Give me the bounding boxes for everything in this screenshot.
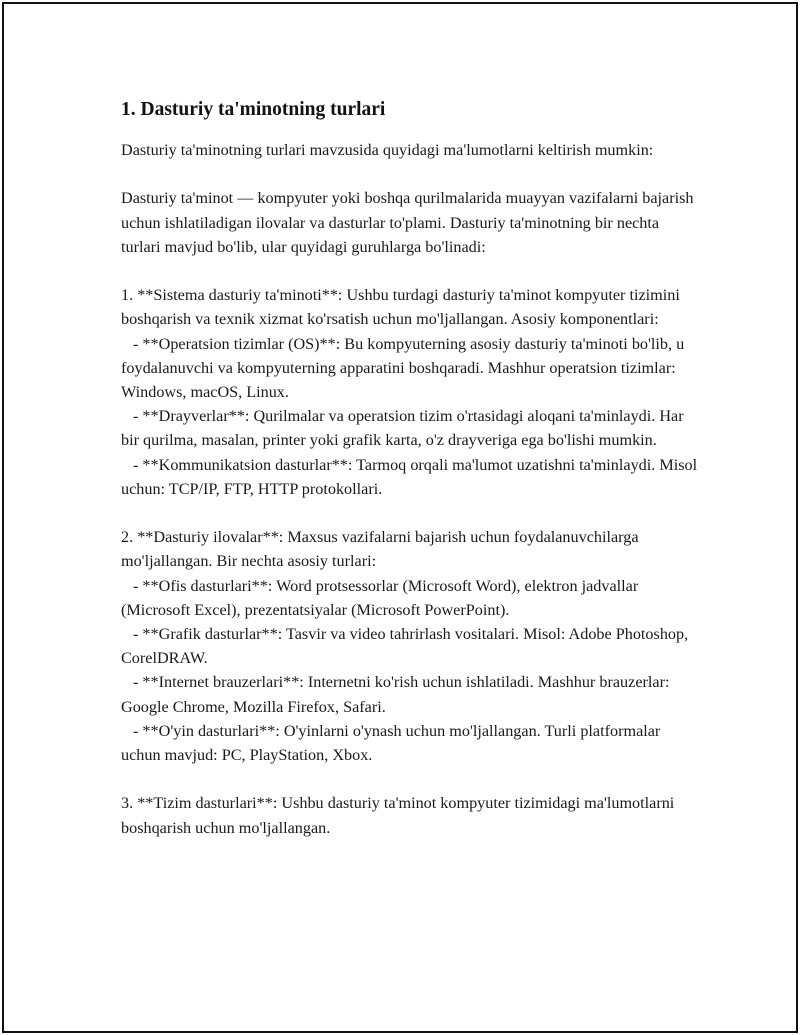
paragraph-spacer [121,259,701,283]
section-3-title: 3. **Tizim dasturlari**: Ushbu dasturiy ta'minot kompyuter tizimidagi ma'lumotlarni boshqarish uchun mo'ljallangan. [121,794,675,837]
section-2-item-games: - **O'yin dasturlari**: O'yinlarni o'ynash uchun mo'ljallangan. Turli platformalar uchun mavjud: PC, PlayStation, Xbox. [121,721,661,765]
section-2-item-graphics: - **Grafik dasturlar**: Tasvir va video tahrirlash vositalari. Misol: Adobe Photoshop, CorelDRAW. [121,625,689,668]
definition-paragraph: Dasturiy ta'minot — kompyuter yoki boshqa qurilmalarida muayyan vazifalarni bajarish uchun ishlatiladigan ilovalar va dasturlar to'plami. Dasturiy ta'minotning bir nechta turlari mavjud bo'lib, ular quyidagi guruhlarga bo'linadi: [121,189,694,256]
section-1-title: 1. **Sistema dasturiy ta'minoti**: Ushbu turdagi dasturiy ta'minot kompyuter tizimini boshqarish va texnik xizmat ko'rsatish uchun mo'ljallangan. Asosiy komponentlari: [121,286,680,329]
section-heading: 1. Dasturiy ta'minotning turlari [121,99,386,120]
section-2-title: 2. **Dasturiy ilovalar**: Maxsus vazifalarni bajarish uchun foydalanuvchilarga mo'ljallangan. Bir nechta asosiy turlari: [121,528,639,571]
intro-paragraph: Dasturiy ta'minotning turlari mavzusida quyidagi ma'lumotlarni keltirish mumkin: [121,141,654,159]
page-border [2,2,798,1033]
paragraph-spacer [121,501,701,525]
section-2-item-browsers: - **Internet brauzerlari**: Internetni ko'rish uchun ishlatiladi. Mashhur brauzerlar: Google Chrome, Mozilla Firefox, Safari. [121,673,670,716]
paragraph-spacer [121,767,701,791]
paragraph-spacer [121,162,701,186]
section-1-item-drivers: - **Drayverlar**: Qurilmalar va operatsion tizim o'rtasidagi aloqani ta'minlaydi. Har bir qurilma, masalan, printer yoki grafik karta, o'z drayveriga ega bo'lishi mumkin. [121,407,684,450]
section-2-item-office: - **Ofis dasturlari**: Word protsessorlar (Microsoft Word), elektron jadvallar (Microsoft Excel), prezentatsiyalar (Microsoft PowerPoint). [121,576,639,619]
section-1-item-os: - **Operatsion tizimlar (OS)**: Bu kompyuterning asosiy dasturiy ta'minoti bo'lib, u foydalanuvchi va kompyuterning apparatini boshqaradi. Mashhur operatsion tizimlar: Windows, macOS, Linux. [121,334,685,401]
section-1-item-communication: - **Kommunikatsion dasturlar**: Tarmoq orqali ma'lumot uzatishni ta'minlaydi. Misol uchun: TCP/IP, FTP, HTTP protokollari. [121,455,698,498]
document-body [121,96,701,840]
